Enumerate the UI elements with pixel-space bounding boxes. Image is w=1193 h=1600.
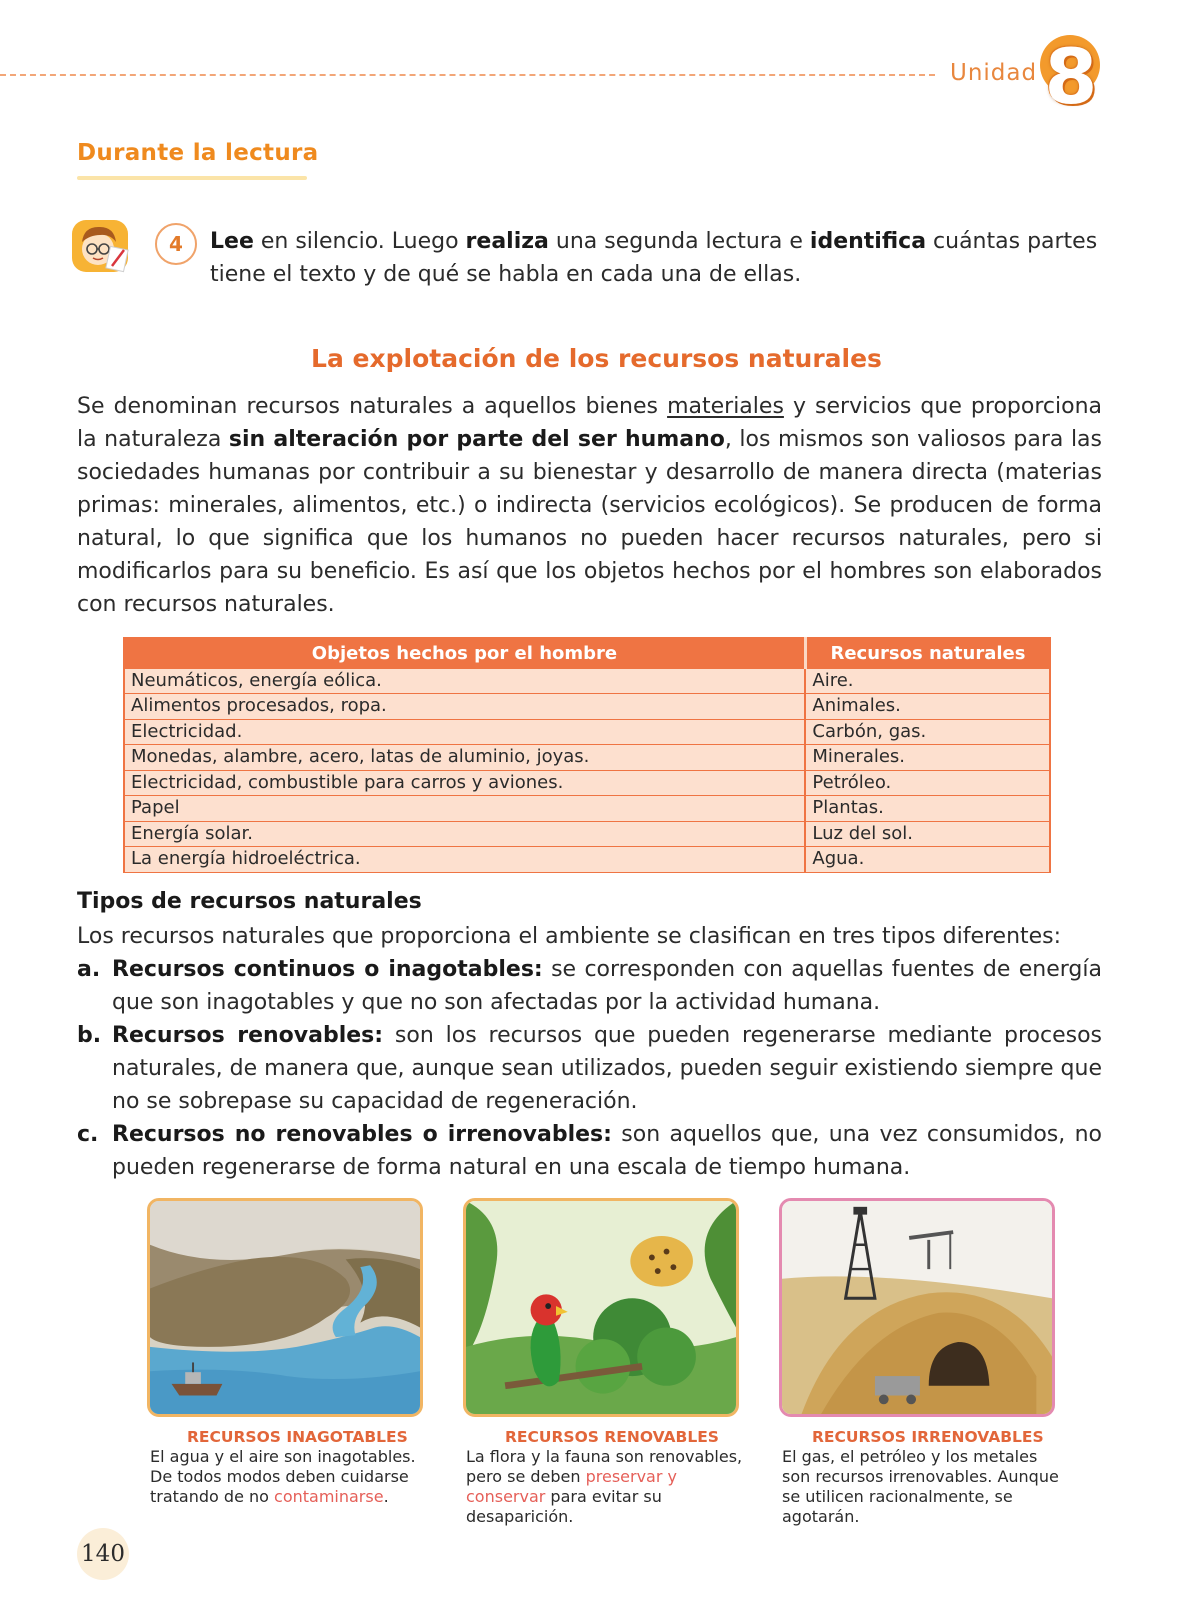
table-row <box>124 770 1050 796</box>
caption-title-nonrenewable: RECURSOS IRRENOVABLES <box>812 1428 1044 1446</box>
instruction-verb-read: Lee <box>210 229 254 254</box>
table-row <box>124 694 1050 720</box>
type-description: son los recursos que pueden regenerarse mediante procesos naturales, de manera que, aunque sean utilizados, pueden seguir existiendo siempre que no se sobrepase su capacidad de regeneración. <box>112 1023 1102 1114</box>
table-cell-resource: Aire. <box>805 668 1050 694</box>
table-row <box>124 847 1050 873</box>
illustration-renewable <box>463 1198 739 1417</box>
types-intro: Los recursos naturales que proporciona el ambiente se clasifican en tres tipos diferentes: <box>77 924 1062 949</box>
table-header-resources: Recursos naturales <box>805 638 1050 668</box>
types-title: Tipos de recursos naturales <box>77 889 422 914</box>
type-term: Recursos continuos o inagotables: <box>112 957 543 982</box>
list-letter: a. <box>77 957 101 982</box>
underlined-term: materiales <box>667 394 784 419</box>
table-cell-object: Monedas, alambre, acero, latas de aluminio, joyas. <box>124 745 805 771</box>
instruction-verb-identify: identifica <box>809 229 927 254</box>
caption-title-inexhaustible: RECURSOS INAGOTABLES <box>187 1428 408 1446</box>
table-row <box>124 668 1050 694</box>
table-cell-resource: Animales. <box>805 694 1050 720</box>
header-dashed-line <box>0 74 935 76</box>
table-header-row <box>124 638 1050 668</box>
table-cell-object: La energía hidroeléctrica. <box>124 847 805 873</box>
caption-highlight: preservar y conservar <box>466 1467 677 1506</box>
type-item-b <box>77 1019 1102 1118</box>
student-reading-icon <box>70 218 132 276</box>
step-number-badge: 4 <box>155 223 197 265</box>
unit-label: Unidad <box>950 60 1038 86</box>
caption-text: El agua y el aire son inagotables. De todos modos deben cuidarse tratando de no <box>150 1447 416 1506</box>
caption-text-renewable <box>466 1447 746 1527</box>
instruction-text: en silencio. Luego <box>253 229 466 254</box>
caption-highlight: contaminarse <box>274 1487 384 1506</box>
type-description: son aquellos que, una vez consumidos, no pueden regenerarse de forma natural en una escala de tiempo humana. <box>112 1122 1102 1180</box>
caption-text: para evitar su desaparición. <box>466 1487 662 1526</box>
paragraph-text: Se denominan recursos naturales a aquellos bienes <box>77 394 668 419</box>
table-row <box>124 745 1050 771</box>
section-title: Durante la lectura <box>77 140 319 166</box>
unit-badge <box>1036 31 1102 121</box>
table-cell-object: Alimentos procesados, ropa. <box>124 694 805 720</box>
section-title-underline <box>77 176 307 180</box>
caption-text-inexhaustible <box>150 1447 430 1507</box>
unit-number: 8 <box>1044 32 1098 121</box>
table-cell-resource: Carbón, gas. <box>805 719 1050 745</box>
list-letter: c. <box>77 1122 99 1147</box>
table-cell-resource: Luz del sol. <box>805 821 1050 847</box>
table-row <box>124 719 1050 745</box>
paragraph-text: , los mismos son valiosos para las sociedades humanas por contribuir a su bienestar y desarrollo de manera directa (materias primas: minerales, alimentos, etc.) o indirecta (servicios ecológicos). Se producen de forma natural, lo que significa que los humanos no pueden hacer recursos naturales, pero si modificarlos para su beneficio. Es así que los objetos hechos por el hombres son elaborados con recursos naturales. <box>77 427 1102 617</box>
caption-text: . <box>383 1487 389 1506</box>
table-cell-resource: Plantas. <box>805 796 1050 822</box>
illustration-inexhaustible <box>147 1198 423 1417</box>
instruction-verb-do: realiza <box>465 229 549 254</box>
type-item-a <box>77 953 1102 1019</box>
page-number: 140 <box>77 1528 129 1580</box>
type-term: Recursos no renovables o irrenovables: <box>112 1122 612 1147</box>
type-description: se corresponden con aquellas fuentes de energía que son inagotables y que no son afectadas por la actividad humana. <box>112 957 1102 1015</box>
type-term: Recursos renovables: <box>112 1023 384 1048</box>
reading-paragraph <box>77 390 1102 621</box>
activity-instruction <box>210 225 1100 291</box>
caption-title-renewable: RECURSOS RENOVABLES <box>505 1428 719 1446</box>
table-cell-object: Papel <box>124 796 805 822</box>
table-row <box>124 796 1050 822</box>
table-cell-resource: Agua. <box>805 847 1050 873</box>
list-letter: b. <box>77 1023 102 1048</box>
caption-text-nonrenewable <box>782 1447 1062 1527</box>
table-cell-resource: Minerales. <box>805 745 1050 771</box>
table-cell-resource: Petróleo. <box>805 770 1050 796</box>
paragraph-text: y servicios que proporciona la naturaleza <box>77 394 1102 452</box>
table-cell-object: Electricidad, combustible para carros y aviones. <box>124 770 805 796</box>
instruction-text: una segunda lectura e <box>548 229 810 254</box>
table-row <box>124 821 1050 847</box>
table-cell-object: Electricidad. <box>124 719 805 745</box>
resources-table <box>123 637 1051 873</box>
instruction-text: cuántas partes tiene el texto y de qué se habla en cada una de ellas. <box>210 229 1098 287</box>
bold-phrase: sin alteración por parte del ser humano <box>228 427 725 452</box>
illustration-nonrenewable <box>779 1198 1055 1417</box>
type-item-c <box>77 1118 1102 1184</box>
table-header-objects: Objetos hechos por el hombre <box>124 638 805 668</box>
table-cell-object: Energía solar. <box>124 821 805 847</box>
caption-text: La flora y la fauna son renovables, pero se deben <box>466 1447 743 1486</box>
table-cell-object: Neumáticos, energía eólica. <box>124 668 805 694</box>
reading-title: La explotación de los recursos naturales <box>311 344 882 373</box>
caption-text: El gas, el petróleo y los metales son recursos irrenovables. Aunque se utilicen racionalmente, se agotarán. <box>782 1447 1059 1526</box>
